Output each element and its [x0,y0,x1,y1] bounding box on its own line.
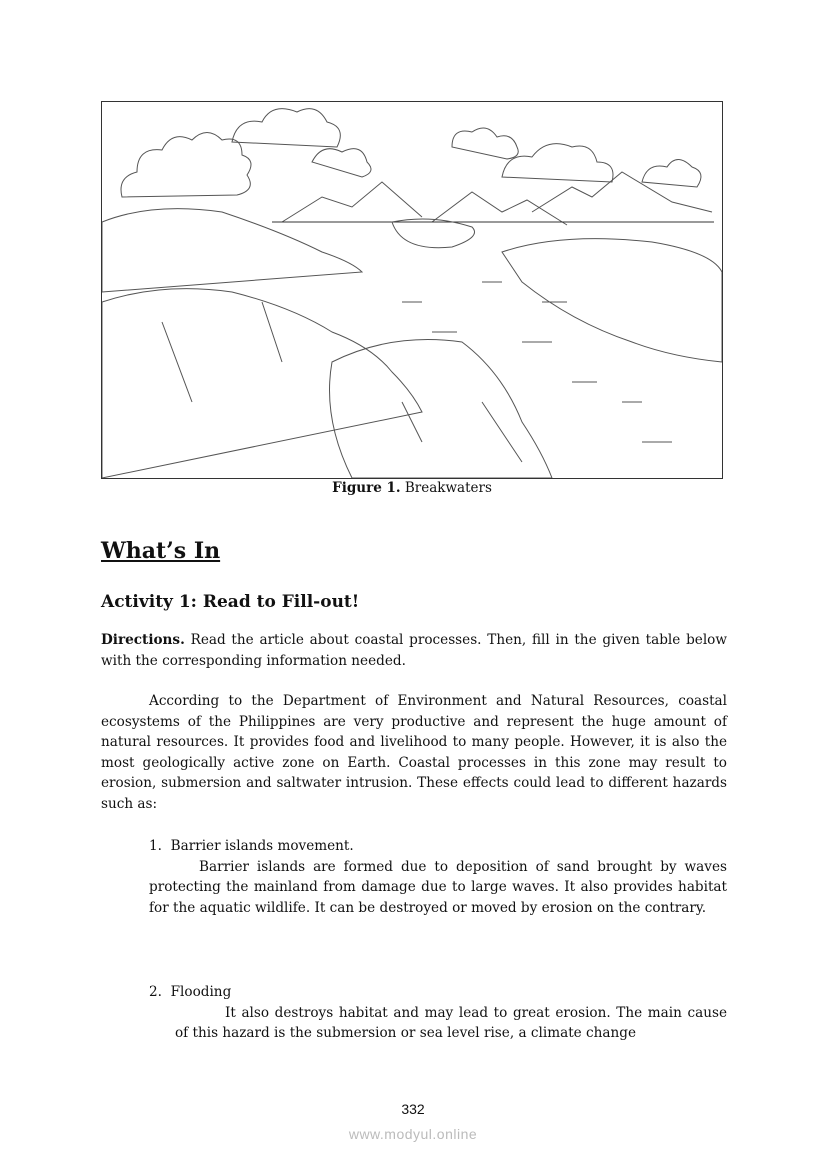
list-item [149,836,727,918]
directions-label: Directions. [101,632,185,648]
breakwaters-illustration [101,101,723,479]
article-paragraph: According to the Department of Environment and Natural Resources, coastal ecosystems of the Philippines are very productive and represent the huge amount of natural resources. It provides food and livelihood to many people. However, it is also the most geologically active zone on Earth. Coastal processes in this zone may result to erosion, submersion and saltwater intrusion. These effects could lead to different hazards such as: [101,693,727,812]
list-item [149,982,727,1044]
list-item-text: It also destroys habitat and may lead to great erosion. The main cause of this hazard is the submersion or sea level rise, a climate change [175,1004,727,1042]
watermark: www.modyul.online [348,1126,478,1142]
list-item-title: 2. Flooding [149,984,232,1000]
list-item-text: Barrier islands are formed due to deposition of sand brought by waves protecting the mainland from damage due to large waves. It also provides habitat for the aquatic wildlife. It can be destroyed or moved by erosion on the contrary. [149,858,727,916]
list-item-title: 1. Barrier islands movement. [149,838,354,854]
figure-caption [101,480,723,496]
page-number: 332 [401,1101,425,1117]
figure-title: Breakwaters [404,480,492,496]
section-heading: What’s In [101,538,221,564]
activity-title: Activity 1: Read to Fill-out! [101,592,360,612]
directions [101,630,727,671]
figure-label: Figure 1. [332,480,401,496]
directions-text: Read the article about coastal processes. Then, fill in the given table below with the corresponding information needed. [101,632,727,669]
